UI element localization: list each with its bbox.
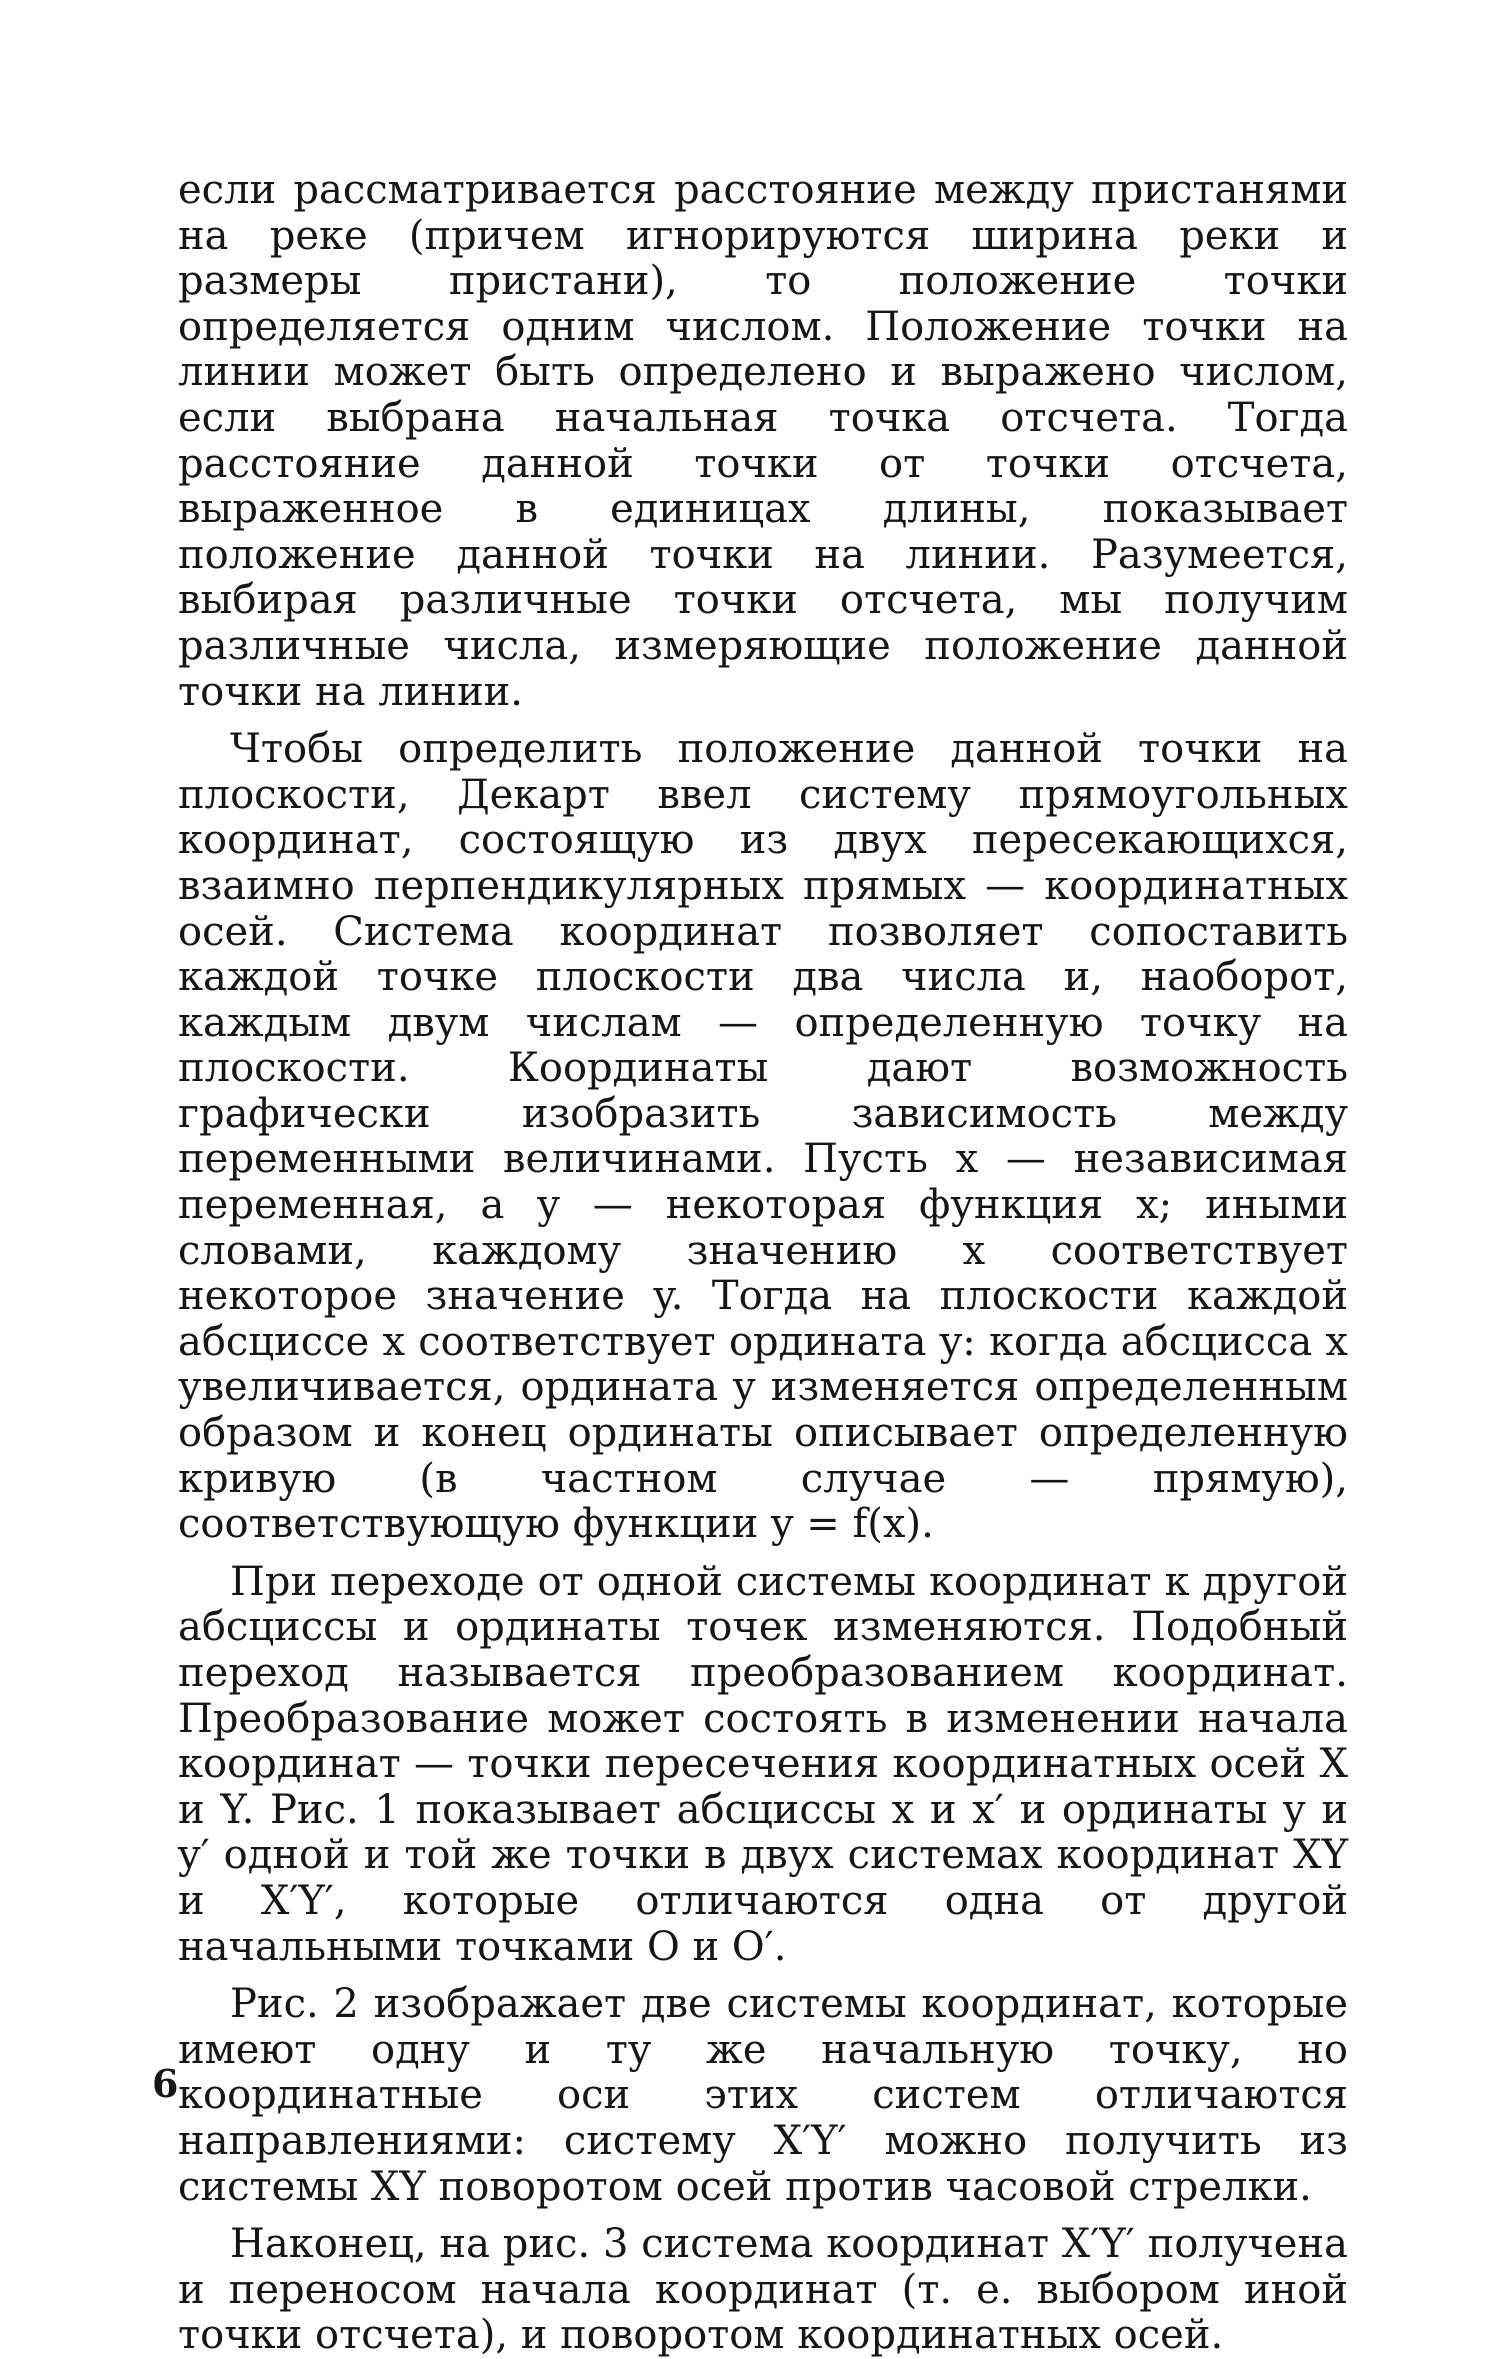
page-number: 6 (152, 2061, 179, 2106)
paragraph-2: Чтобы определить положение данной точки на плоскости, Декарт ввел систему прямоугольных координат, состоящую из двух пересекающихся, взаимно перпендикулярных прямых — координатных осей. Система координат позволяет сопоставить каждой точке плоскости два числа и, наоборот, каждым двум числам — определенную точку на плоскости. Координаты дают возможность графически изобразить зависимость между переменными величинами. Пусть x — независимая переменная, а y — некоторая функция x; иными словами, каждому значению x соответствует некоторое значение y. Тогда на плоскости каждой абсциссе x соответствует ордината y: когда абсцисса x увеличивается, ордината y изменяется определенным образом и конец ординаты описывает определенную кривую (в частном случае — прямую), соответствующую функции y = f(x). (178, 726, 1348, 1548)
paragraph-5: Наконец, на рис. 3 система координат X′Y′ получена и переносом начала координат (т. е. выбором иной точки отсчета), и поворотом координатных осей. (178, 2221, 1348, 2359)
body-text (178, 168, 1348, 2359)
paragraph-1: если рассматривается расстояние между пристанями на реке (причем игнорируются ширина реки и размеры пристани), то положение точки определяется одним числом. Положение точки на линии может быть определено и выражено числом, если выбрана начальная точка отсчета. Тогда расстояние данной точки от точки отсчета, выраженное в единицах длины, показывает положение данной точки на линии. Разумеется, выбирая различные точки отсчета, мы получим различные числа, измеряющие положение данной точки на линии. (178, 167, 1348, 715)
paragraph-3: При переходе от одной системы координат к другой абсциссы и ординаты точек изменяются. Подобный переход называется преобразованием координат. Преобразование может состоять в изменении начала координат — точки пересечения координатных осей X и Y. Рис. 1 показывает абсциссы x и x′ и ординаты y и y′ одной и той же точки в двух системах координат XY и X′Y′, которые отличаются одна от другой начальными точками O и O′. (178, 1558, 1348, 1970)
paragraph-4: Рис. 2 изображает две системы координат, которые имеют одну и ту же начальную точку, но координатные оси этих систем отличаются направлениями: систему X′Y′ можно получить из системы XY поворотом осей против часовой стрелки. (178, 1981, 1348, 2210)
